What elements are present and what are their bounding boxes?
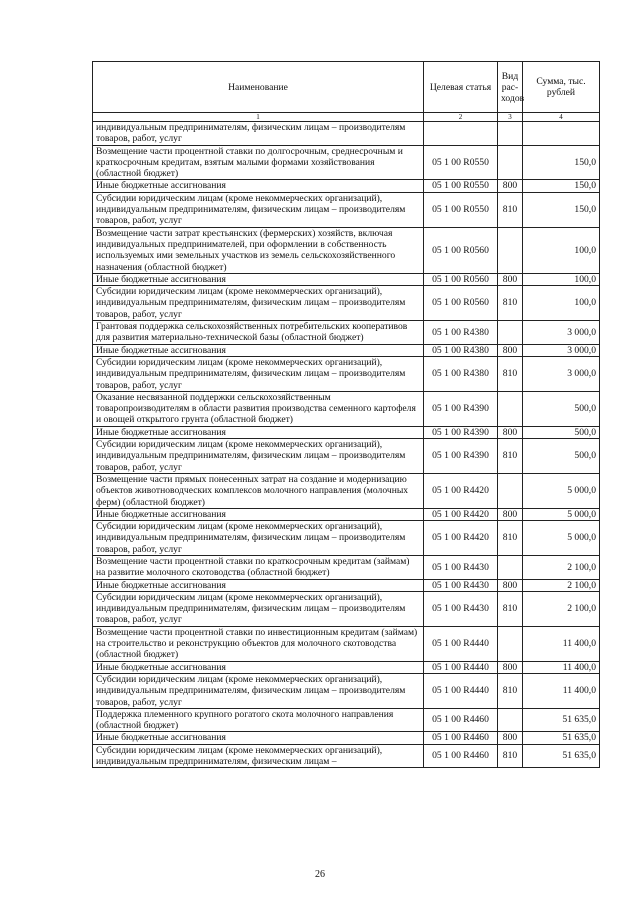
column-number: 4: [523, 113, 600, 122]
row-sum: 51 635,0: [523, 732, 600, 744]
header-code: Целевая статья: [424, 62, 498, 113]
row-name: Субсидии юридическим лицам (кроме некоммерческих организаций), индивидуальным предпринимателям, физическим лицам – производителям товаров, работ, услуг: [93, 286, 424, 321]
row-code: 05 1 00 R0560: [424, 227, 498, 273]
table-row: [93, 708, 600, 732]
header-sum: Сумма, тыс. рублей: [523, 62, 600, 113]
row-code: 05 1 00 R4440: [424, 661, 498, 673]
row-sum: 5 000,0: [523, 508, 600, 520]
table-row: [93, 555, 600, 579]
header-row: [93, 62, 600, 113]
table-body: [93, 122, 600, 768]
row-code: 05 1 00 R0550: [424, 145, 498, 180]
row-name: Иные бюджетные ассигнования: [93, 661, 424, 673]
row-type: 800: [498, 579, 523, 591]
row-name: Субсидии юридическим лицам (кроме некоммерческих организаций), индивидуальным предпринимателям, физическим лицам –: [93, 744, 424, 768]
row-code: 05 1 00 R4380: [424, 344, 498, 356]
row-code: 05 1 00 R4430: [424, 579, 498, 591]
row-sum: 500,0: [523, 426, 600, 438]
row-type: 810: [498, 192, 523, 227]
table-row: [93, 661, 600, 673]
row-sum: 3 000,0: [523, 321, 600, 345]
row-sum: 11 400,0: [523, 626, 600, 661]
row-sum: 500,0: [523, 391, 600, 426]
table-row: [93, 122, 600, 146]
row-type: 810: [498, 521, 523, 556]
row-type: 810: [498, 591, 523, 626]
page-number: 26: [315, 869, 325, 880]
row-type: [498, 122, 523, 146]
column-number: 3: [498, 113, 523, 122]
row-code: 05 1 00 R4420: [424, 508, 498, 520]
row-type: 810: [498, 439, 523, 474]
row-type: [498, 708, 523, 732]
row-code: 05 1 00 R4380: [424, 356, 498, 391]
row-sum: 3 000,0: [523, 356, 600, 391]
row-sum: 2 100,0: [523, 579, 600, 591]
row-sum: 2 100,0: [523, 555, 600, 579]
table-row: [93, 192, 600, 227]
row-sum: 150,0: [523, 145, 600, 180]
row-sum: 150,0: [523, 192, 600, 227]
row-sum: [523, 122, 600, 146]
row-code: 05 1 00 R4390: [424, 391, 498, 426]
table-row: [93, 591, 600, 626]
row-sum: 150,0: [523, 180, 600, 192]
row-name: Возмещение части процентной ставки по инвестиционным кредитам (займам) на строительство и реконструкцию объектов для молочного скотоводства (областной бюджет): [93, 626, 424, 661]
row-code: 05 1 00 R4440: [424, 626, 498, 661]
row-type: 800: [498, 508, 523, 520]
row-code: 05 1 00 R4440: [424, 673, 498, 708]
table-row: [93, 521, 600, 556]
row-sum: 500,0: [523, 439, 600, 474]
table-row: [93, 145, 600, 180]
row-type: [498, 145, 523, 180]
row-type: 800: [498, 180, 523, 192]
row-code: 05 1 00 R4460: [424, 744, 498, 768]
row-name: Грантовая поддержка сельскохозяйственных потребительских кооперативов для развития материально-технической базы (областной бюджет): [93, 321, 424, 345]
row-name: индивидуальным предпринимателям, физическим лицам – производителям товаров, работ, услуг: [93, 122, 424, 146]
row-name: Иные бюджетные ассигнования: [93, 180, 424, 192]
row-code: 05 1 00 R4420: [424, 473, 498, 508]
row-sum: 11 400,0: [523, 661, 600, 673]
row-sum: 100,0: [523, 273, 600, 285]
row-name: Возмещение части прямых понесенных затрат на создание и модернизацию объектов животноводческих комплексов молочного направления (молочных ферм) (областной бюджет): [93, 473, 424, 508]
table-row: [93, 391, 600, 426]
row-type: 810: [498, 286, 523, 321]
row-sum: 11 400,0: [523, 673, 600, 708]
header-name: Наименование: [93, 62, 424, 113]
row-type: 810: [498, 356, 523, 391]
table-row: [93, 732, 600, 744]
row-type: 800: [498, 273, 523, 285]
table-row: [93, 180, 600, 192]
row-sum: 3 000,0: [523, 344, 600, 356]
row-sum: 2 100,0: [523, 591, 600, 626]
table-row: [93, 508, 600, 520]
table-row: [93, 344, 600, 356]
table-row: [93, 473, 600, 508]
row-code: [424, 122, 498, 146]
row-code: 05 1 00 R4380: [424, 321, 498, 345]
row-type: [498, 473, 523, 508]
row-code: 05 1 00 R4430: [424, 591, 498, 626]
table-row: [93, 321, 600, 345]
row-sum: 5 000,0: [523, 473, 600, 508]
row-sum: 51 635,0: [523, 744, 600, 768]
row-type: 800: [498, 426, 523, 438]
row-name: Возмещение части затрат крестьянских (фермерских) хозяйств, включая индивидуальных предпринимателей, при оформлении в собственность используемых ими земельных участков из земель сельскохозяйственного назначения (областной бюджет): [93, 227, 424, 273]
row-name: Субсидии юридическим лицам (кроме некоммерческих организаций), индивидуальным предпринимателям, физическим лицам – производителям товаров, работ, услуг: [93, 591, 424, 626]
table-row: [93, 439, 600, 474]
table-row: [93, 744, 600, 768]
row-type: 800: [498, 661, 523, 673]
row-sum: 51 635,0: [523, 708, 600, 732]
row-type: 810: [498, 744, 523, 768]
row-name: Субсидии юридическим лицам (кроме некоммерческих организаций), индивидуальным предпринимателям, физическим лицам – производителям товаров, работ, услуг: [93, 521, 424, 556]
table-row: [93, 426, 600, 438]
row-sum: 100,0: [523, 286, 600, 321]
row-name: Возмещение части процентной ставки по краткосрочным кредитам (займам) на развитие молочного скотоводства (областной бюджет): [93, 555, 424, 579]
row-name: Поддержка племенного крупного рогатого скота молочного направления (областной бюджет): [93, 708, 424, 732]
row-code: 05 1 00 R0550: [424, 192, 498, 227]
row-code: 05 1 00 R4430: [424, 555, 498, 579]
row-name: Иные бюджетные ассигнования: [93, 579, 424, 591]
row-code: 05 1 00 R4420: [424, 521, 498, 556]
row-code: 05 1 00 R4460: [424, 732, 498, 744]
table-row: [93, 286, 600, 321]
row-name: Субсидии юридическим лицам (кроме некоммерческих организаций), индивидуальным предпринимателям, физическим лицам – производителям товаров, работ, услуг: [93, 673, 424, 708]
row-name: Субсидии юридическим лицам (кроме некоммерческих организаций), индивидуальным предпринимателям, физическим лицам – производителям товаров, работ, услуг: [93, 439, 424, 474]
row-name: Иные бюджетные ассигнования: [93, 508, 424, 520]
table-row: [93, 227, 600, 273]
table-row: [93, 356, 600, 391]
row-type: [498, 391, 523, 426]
row-code: 05 1 00 R4390: [424, 426, 498, 438]
row-type: [498, 555, 523, 579]
row-name: Иные бюджетные ассигнования: [93, 273, 424, 285]
table-row: [93, 579, 600, 591]
row-name: Возмещение части процентной ставки по долгосрочным, среднесрочным и краткосрочным кредитам, взятым малыми формами хозяйствования (областной бюджет): [93, 145, 424, 180]
row-type: [498, 227, 523, 273]
row-code: 05 1 00 R4460: [424, 708, 498, 732]
table-row: [93, 626, 600, 661]
row-code: 05 1 00 R0550: [424, 180, 498, 192]
row-name: Иные бюджетные ассигнования: [93, 344, 424, 356]
row-code: 05 1 00 R4390: [424, 439, 498, 474]
row-type: 800: [498, 732, 523, 744]
row-type: 800: [498, 344, 523, 356]
row-code: 05 1 00 R0560: [424, 273, 498, 285]
row-name: Субсидии юридическим лицам (кроме некоммерческих организаций), индивидуальным предпринимателям, физическим лицам – производителям товаров, работ, услуг: [93, 356, 424, 391]
row-name: Иные бюджетные ассигнования: [93, 426, 424, 438]
column-number-row: [93, 113, 600, 122]
row-sum: 5 000,0: [523, 521, 600, 556]
column-number: 2: [424, 113, 498, 122]
row-code: 05 1 00 R0560: [424, 286, 498, 321]
table-row: [93, 673, 600, 708]
row-name: Оказание несвязанной поддержки сельскохозяйственным товаропроизводителям в области развития производства семенного картофеля и овощей открытого грунта (областной бюджет): [93, 391, 424, 426]
row-name: Иные бюджетные ассигнования: [93, 732, 424, 744]
column-number: 1: [93, 113, 424, 122]
row-type: [498, 626, 523, 661]
row-name: Субсидии юридическим лицам (кроме некоммерческих организаций), индивидуальным предпринимателям, физическим лицам – производителям товаров, работ, услуг: [93, 192, 424, 227]
budget-table: [92, 61, 600, 768]
header-type: Вид рас-ходов: [498, 62, 523, 113]
row-sum: 100,0: [523, 227, 600, 273]
row-type: [498, 321, 523, 345]
table-row: [93, 273, 600, 285]
row-type: 810: [498, 673, 523, 708]
